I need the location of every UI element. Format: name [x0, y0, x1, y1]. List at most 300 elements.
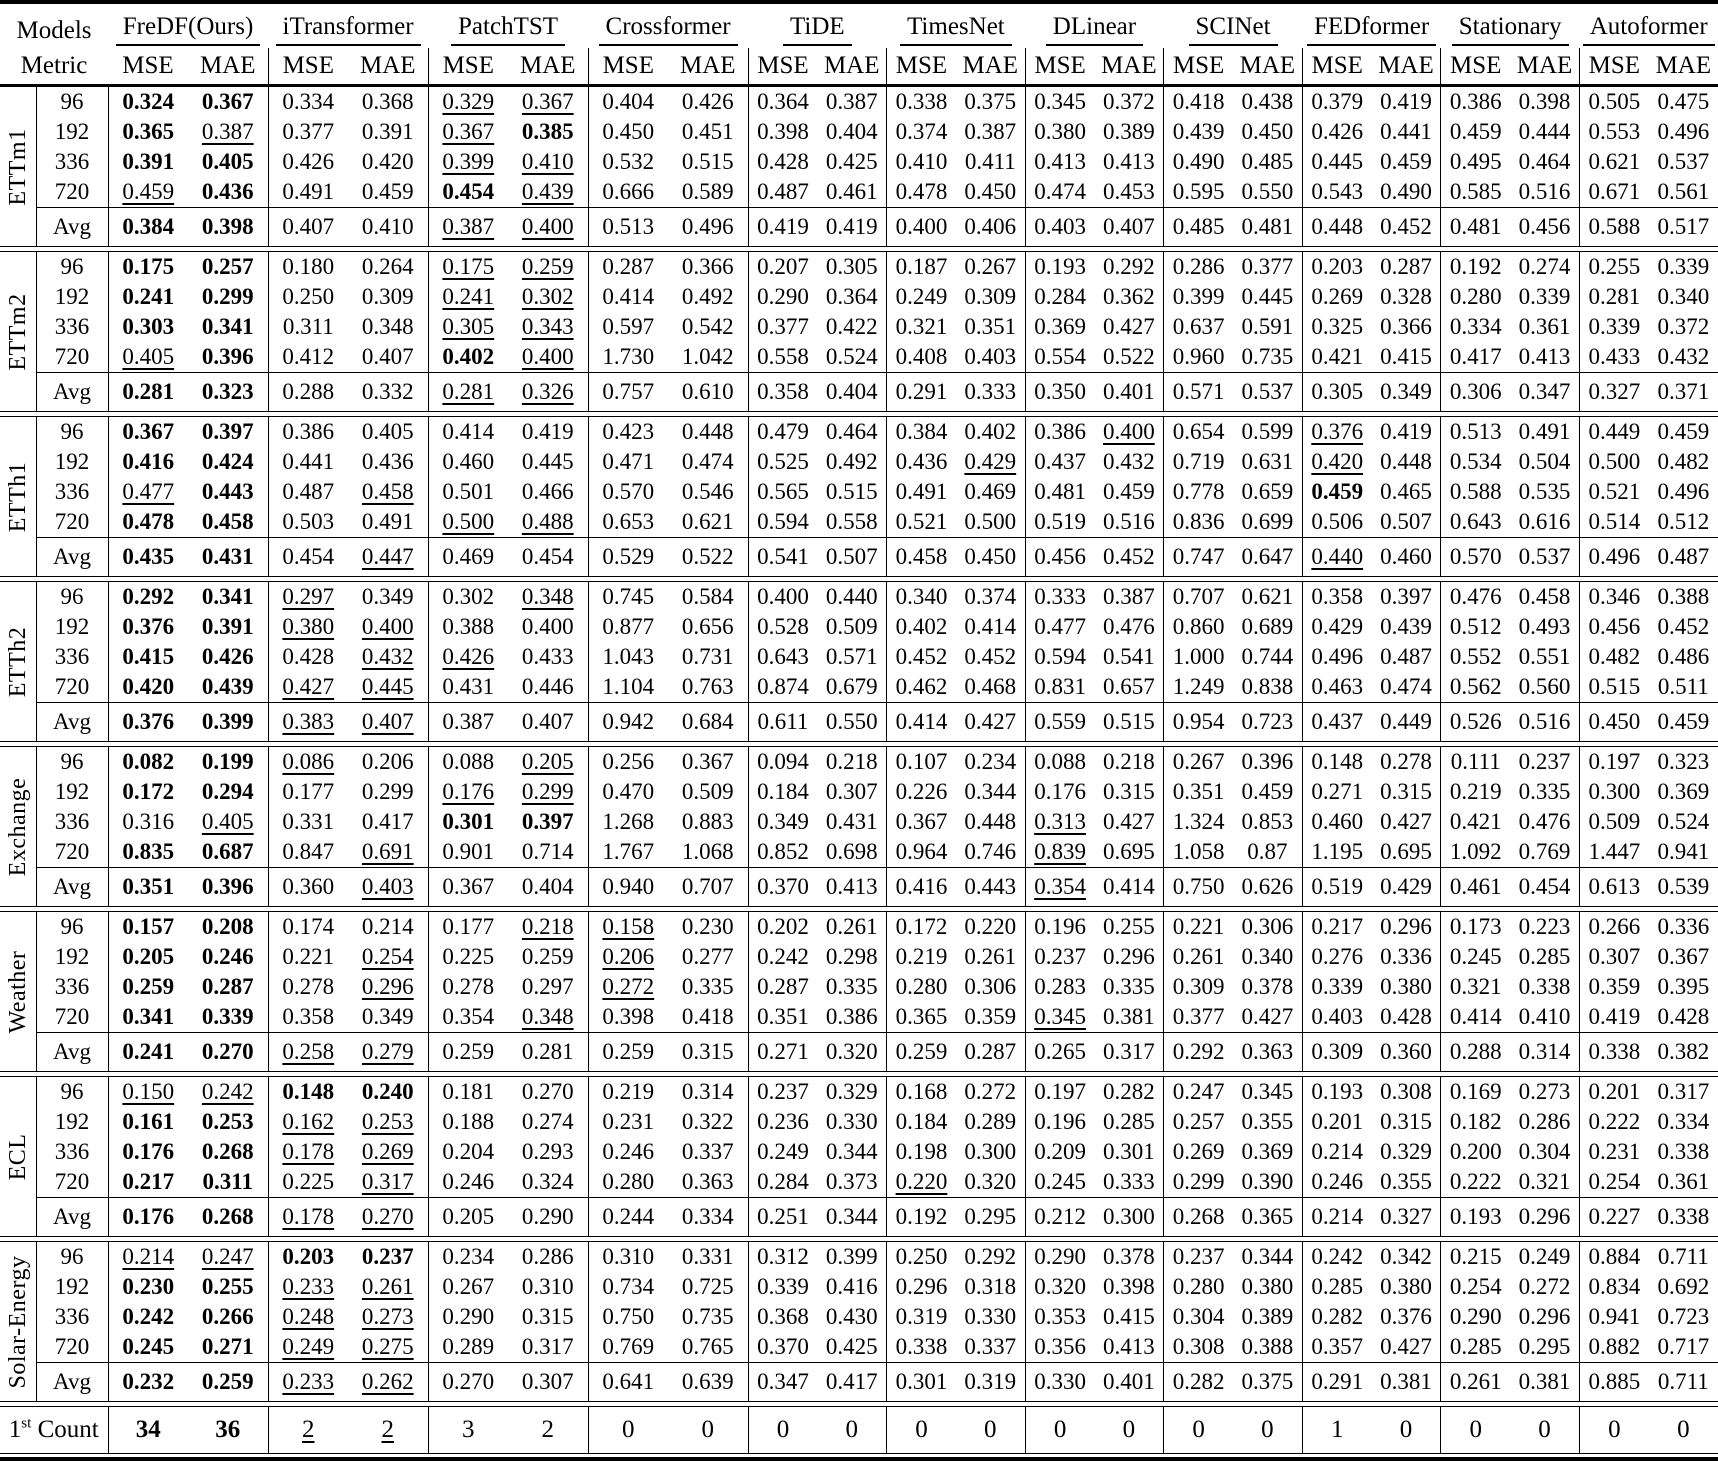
horizon-label: 96	[36, 747, 108, 778]
value-cell: 0.221	[1164, 912, 1233, 943]
value-cell: 0.162	[268, 1107, 348, 1137]
value-cell: 0.653	[588, 507, 668, 538]
value-cell: 0.419	[1380, 419, 1432, 444]
horizon-label: Avg	[36, 373, 108, 412]
value-cell: 0.403	[348, 868, 428, 907]
value-cell: 0.831	[1025, 672, 1094, 703]
value-cell: 0.296	[1102, 944, 1155, 969]
value-cell: 0.316	[108, 807, 188, 837]
value-cell: 0.459	[1657, 419, 1710, 444]
value-cell: 0.291	[887, 373, 956, 412]
value-cell: 0.315	[1380, 1109, 1432, 1134]
value-cell: 0.272	[1518, 1274, 1571, 1299]
value-cell: 0.404	[825, 119, 878, 144]
value-cell: 0.407	[1094, 208, 1163, 247]
count-cell: 2	[541, 1416, 555, 1443]
value-cell: 0.414	[887, 703, 956, 742]
value-cell: 0.281	[108, 373, 188, 412]
value-cell: 0.343	[521, 314, 574, 339]
value-cell: 0.443	[201, 479, 254, 504]
value-cell: 0.237	[1025, 942, 1094, 972]
model-header-fedformer	[1302, 2, 1441, 48]
value-cell: 0.375	[1233, 1363, 1302, 1402]
value-cell: 0.339	[1579, 312, 1648, 342]
row-ettm1-720	[0, 177, 1718, 208]
value-cell: 0.268	[201, 1139, 254, 1164]
model-name: FreDF(Ours)	[116, 13, 261, 46]
value-cell: 0.513	[1441, 417, 1510, 448]
value-cell: 0.299	[1164, 1167, 1233, 1198]
value-cell: 0.447	[348, 538, 428, 577]
value-cell: 0.444	[1518, 119, 1571, 144]
value-cell: 0.500	[964, 509, 1017, 534]
value-cell: 0.410	[521, 149, 574, 174]
dataset-label	[0, 582, 36, 742]
horizon-label: 720	[36, 1002, 108, 1033]
model-header-patchtst	[428, 2, 588, 48]
value-cell: 0.277	[681, 944, 734, 969]
value-cell: 0.259	[521, 254, 574, 279]
value-cell: 0.362	[1102, 284, 1155, 309]
value-cell: 0.695	[1380, 839, 1432, 864]
value-cell: 0.427	[1102, 809, 1155, 834]
value-cell: 0.853	[1241, 809, 1294, 834]
value-cell: 0.410	[1518, 1004, 1571, 1029]
value-cell: 0.631	[1241, 449, 1294, 474]
horizon-label: 96	[36, 252, 108, 283]
value-cell: 0.397	[521, 809, 574, 834]
value-cell: 0.424	[201, 449, 254, 474]
value-cell: 0.515	[825, 479, 878, 504]
value-cell: 0.323	[188, 373, 268, 412]
count-cell: 0	[748, 1407, 817, 1454]
value-cell: 0.387	[428, 703, 508, 742]
value-cell: 0.363	[681, 1169, 734, 1194]
value-cell: 0.403	[964, 344, 1017, 369]
row-ettm1-336	[0, 147, 1718, 177]
value-cell: 0.509	[825, 614, 878, 639]
value-cell: 0.176	[108, 1198, 188, 1237]
value-cell: 0.714	[521, 839, 574, 864]
value-cell: 0.426	[1302, 117, 1371, 147]
value-cell: 0.426	[428, 642, 508, 672]
metric-header-row	[0, 48, 1718, 86]
value-cell: 0.452	[1094, 538, 1163, 577]
value-cell: 0.459	[1649, 703, 1718, 742]
value-cell: 0.219	[887, 942, 956, 972]
value-cell: 0.206	[361, 749, 414, 774]
value-cell: 0.513	[588, 208, 668, 247]
value-cell: 0.459	[1102, 479, 1155, 504]
value-cell: 0.248	[268, 1302, 348, 1332]
value-cell: 0.468	[964, 674, 1017, 699]
value-cell: 0.613	[1579, 868, 1648, 907]
value-cell: 0.172	[108, 777, 188, 807]
value-cell: 0.430	[825, 1304, 878, 1329]
value-cell: 0.445	[1302, 147, 1371, 177]
value-cell: 0.847	[268, 837, 348, 868]
value-cell: 0.723	[1657, 1304, 1710, 1329]
value-cell: 0.852	[748, 837, 817, 868]
value-cell: 0.552	[1441, 642, 1510, 672]
value-cell: 0.570	[1441, 538, 1510, 577]
value-cell: 0.562	[1441, 672, 1510, 703]
value-cell: 0.290	[1025, 1242, 1094, 1273]
value-cell: 0.349	[361, 1004, 414, 1029]
value-cell: 0.763	[681, 674, 734, 699]
value-cell: 0.778	[1164, 477, 1233, 507]
value-cell: 0.287	[748, 972, 817, 1002]
value-cell: 1.042	[681, 344, 734, 369]
value-cell: 0.521	[887, 507, 956, 538]
value-cell: 0.479	[748, 417, 817, 448]
value-cell: 0.459	[1241, 779, 1294, 804]
value-cell: 0.333	[1102, 1169, 1155, 1194]
value-cell: 0.419	[521, 419, 574, 444]
value-cell: 0.370	[748, 868, 817, 907]
value-cell: 0.306	[1241, 914, 1294, 939]
model-name: TimesNet	[900, 13, 1012, 46]
value-cell: 0.284	[1025, 282, 1094, 312]
count-cell: 0	[1122, 1416, 1136, 1443]
value-cell: 0.643	[1441, 507, 1510, 538]
value-cell: 0.217	[108, 1167, 188, 1198]
dataset-label	[0, 86, 36, 247]
value-cell: 0.209	[1025, 1137, 1094, 1167]
value-cell: 0.259	[588, 1033, 668, 1072]
value-cell: 0.382	[1649, 1033, 1718, 1072]
value-cell: 0.399	[1164, 282, 1233, 312]
value-cell: 0.398	[588, 1002, 668, 1033]
value-cell: 0.221	[268, 942, 348, 972]
value-cell: 0.259	[188, 1363, 268, 1402]
value-cell: 0.317	[1657, 1079, 1710, 1104]
value-cell: 0.427	[1380, 1334, 1432, 1359]
value-cell: 0.297	[268, 582, 348, 613]
value-cell: 0.449	[1579, 417, 1648, 448]
value-cell: 0.416	[887, 868, 956, 907]
count-cell: 0	[887, 1407, 956, 1454]
value-cell: 0.340	[887, 582, 956, 613]
horizon-label: Avg	[36, 1198, 108, 1237]
value-cell: 0.940	[588, 868, 668, 907]
value-cell: 0.312	[748, 1242, 817, 1273]
value-cell: 0.745	[588, 582, 668, 613]
value-cell: 1.043	[588, 642, 668, 672]
value-cell: 0.286	[1518, 1109, 1571, 1134]
value-cell: 0.687	[201, 839, 254, 864]
count-cell: 0	[845, 1416, 858, 1443]
value-cell: 0.666	[588, 177, 668, 208]
value-cell: 0.519	[1025, 507, 1094, 538]
horizon-label: 192	[36, 777, 108, 807]
value-cell: 0.315	[1102, 779, 1155, 804]
model-name: SCINet	[1189, 13, 1278, 46]
value-cell: 0.285	[1302, 1272, 1371, 1302]
value-cell: 0.150	[108, 1077, 188, 1108]
value-cell: 0.300	[964, 1139, 1017, 1164]
value-cell: 0.267	[964, 254, 1017, 279]
value-cell: 0.337	[964, 1334, 1017, 1359]
value-cell: 0.290	[1441, 1302, 1510, 1332]
value-cell: 0.440	[1302, 538, 1371, 577]
count-cell: 0	[1399, 1416, 1413, 1443]
value-cell: 0.339	[201, 1004, 254, 1029]
value-cell: 0.281	[508, 1033, 588, 1072]
value-cell: 0.461	[1441, 868, 1510, 907]
value-cell: 0.416	[825, 1274, 878, 1299]
value-cell: 0.405	[201, 809, 254, 834]
metric-header-autoformer-mae: MAE	[1649, 48, 1718, 86]
value-cell: 0.659	[1241, 479, 1294, 504]
value-cell: 0.291	[1302, 1363, 1371, 1402]
value-cell: 0.196	[1025, 912, 1094, 943]
value-cell: 0.245	[108, 1332, 188, 1363]
value-cell: 0.355	[1241, 1109, 1294, 1134]
model-header-scinet	[1164, 2, 1303, 48]
value-cell: 0.689	[1241, 614, 1294, 639]
value-cell: 0.237	[1164, 1242, 1233, 1273]
value-cell: 0.481	[1441, 208, 1510, 247]
value-cell: 0.336	[1657, 914, 1710, 939]
value-cell: 0.345	[1025, 86, 1094, 118]
value-cell: 0.214	[108, 1242, 188, 1273]
value-cell: 0.339	[1302, 972, 1371, 1002]
value-cell: 0.396	[188, 868, 268, 907]
value-cell: 0.443	[956, 868, 1025, 907]
value-cell: 0.512	[1657, 509, 1710, 534]
value-cell: 0.418	[1164, 86, 1233, 118]
value-cell: 0.274	[1518, 254, 1571, 279]
value-cell: 1.249	[1164, 672, 1233, 703]
value-cell: 0.088	[1025, 747, 1094, 778]
row-weather-720	[0, 1002, 1718, 1033]
value-cell: 0.315	[521, 1304, 574, 1329]
value-cell: 0.301	[428, 807, 508, 837]
value-cell: 0.237	[361, 1244, 414, 1269]
value-cell: 0.885	[1579, 1363, 1648, 1402]
value-cell: 0.169	[1441, 1077, 1510, 1108]
value-cell: 0.735	[681, 1304, 734, 1329]
value-cell: 0.174	[268, 912, 348, 943]
value-cell: 0.448	[1302, 208, 1371, 247]
horizon-label: 720	[36, 507, 108, 538]
value-cell: 0.249	[887, 282, 956, 312]
value-cell: 0.420	[108, 672, 188, 703]
count-cell: 0	[1441, 1407, 1510, 1454]
value-cell: 0.280	[1441, 282, 1510, 312]
row-etth2-192	[0, 612, 1718, 642]
value-cell: 0.441	[268, 447, 348, 477]
value-cell: 0.265	[1025, 1033, 1094, 1072]
value-cell: 0.314	[681, 1079, 734, 1104]
value-cell: 0.551	[1518, 644, 1571, 669]
value-cell: 0.401	[1094, 373, 1163, 412]
value-cell: 0.610	[668, 373, 748, 412]
value-cell: 0.289	[428, 1332, 508, 1363]
value-cell: 0.407	[268, 208, 348, 247]
metric-header-dlinear-mae: MAE	[1094, 48, 1163, 86]
value-cell: 0.220	[964, 914, 1017, 939]
value-cell: 0.307	[508, 1363, 588, 1402]
value-cell: 0.954	[1164, 703, 1233, 742]
value-cell: 0.380	[1241, 1274, 1294, 1299]
value-cell: 0.525	[748, 447, 817, 477]
models-header-row	[0, 2, 1718, 48]
value-cell: 0.225	[268, 1167, 348, 1198]
value-cell: 0.338	[1579, 1033, 1648, 1072]
value-cell: 0.452	[964, 644, 1017, 669]
value-cell: 0.204	[428, 1137, 508, 1167]
value-cell: 0.656	[681, 614, 734, 639]
horizon-label: 192	[36, 447, 108, 477]
value-cell: 0.242	[108, 1302, 188, 1332]
value-cell: 0.570	[588, 477, 668, 507]
value-cell: 0.874	[748, 672, 817, 703]
value-cell: 0.197	[1579, 747, 1648, 778]
value-cell: 0.558	[825, 509, 878, 534]
value-cell: 0.180	[268, 252, 348, 283]
row-etth1-avg	[0, 538, 1718, 577]
value-cell: 0.184	[887, 1107, 956, 1137]
value-cell: 0.432	[1657, 344, 1710, 369]
value-cell: 0.419	[748, 208, 817, 247]
value-cell: 0.107	[887, 747, 956, 778]
row-etth2-720	[0, 672, 1718, 703]
model-header-autoformer	[1579, 2, 1718, 48]
value-cell: 0.302	[428, 582, 508, 613]
value-cell: 0.411	[964, 149, 1016, 174]
value-cell: 0.491	[268, 177, 348, 208]
row-ettm2-336	[0, 312, 1718, 342]
value-cell: 0.300	[1094, 1198, 1163, 1237]
value-cell: 0.514	[1579, 507, 1648, 538]
value-cell: 0.323	[1657, 749, 1710, 774]
value-cell: 0.546	[681, 479, 734, 504]
value-cell: 0.454	[268, 538, 348, 577]
value-cell: 0.246	[428, 1167, 508, 1198]
value-cell: 0.278	[268, 972, 348, 1002]
value-cell: 0.481	[1025, 477, 1094, 507]
value-cell: 0.205	[108, 942, 188, 972]
value-cell: 0.725	[681, 1274, 734, 1299]
value-cell: 0.254	[1441, 1272, 1510, 1302]
value-cell: 0.487	[1649, 538, 1718, 577]
value-cell: 0.266	[1579, 912, 1648, 943]
value-cell: 0.272	[964, 1079, 1017, 1104]
value-cell: 0.241	[108, 1033, 188, 1072]
value-cell: 0.474	[1025, 177, 1094, 208]
metric-header-patchtst-mse: MSE	[428, 48, 508, 86]
value-cell: 0.148	[268, 1077, 348, 1108]
value-cell: 0.528	[748, 612, 817, 642]
value-cell: 0.237	[1518, 749, 1571, 774]
value-cell: 0.287	[201, 974, 254, 999]
value-cell: 0.470	[588, 777, 668, 807]
horizon-label: 96	[36, 1242, 108, 1273]
value-cell: 0.200	[1441, 1137, 1510, 1167]
value-cell: 0.158	[588, 912, 668, 943]
value-cell: 0.261	[1164, 942, 1233, 972]
value-cell: 0.711	[1657, 1244, 1709, 1269]
value-cell: 0.437	[1302, 703, 1371, 742]
horizon-label: 336	[36, 312, 108, 342]
value-cell: 0.883	[681, 809, 734, 834]
value-cell: 0.311	[268, 312, 348, 342]
horizon-label: 336	[36, 477, 108, 507]
value-cell: 0.750	[1164, 868, 1233, 907]
value-cell: 0.396	[201, 344, 254, 369]
value-cell: 0.205	[521, 749, 574, 774]
value-cell: 0.306	[1441, 373, 1510, 412]
value-cell: 0.448	[964, 809, 1017, 834]
value-cell: 0.214	[361, 914, 414, 939]
value-cell: 0.231	[1579, 1137, 1648, 1167]
value-cell: 0.282	[1164, 1363, 1233, 1402]
value-cell: 0.255	[1102, 914, 1155, 939]
value-cell: 0.242	[748, 942, 817, 972]
value-cell: 0.413	[1102, 149, 1155, 174]
value-cell: 0.517	[1649, 208, 1718, 247]
value-cell: 1.195	[1302, 837, 1371, 868]
value-cell: 0.256	[588, 747, 668, 778]
value-cell: 0.372	[1102, 89, 1155, 114]
value-cell: 0.320	[964, 1169, 1017, 1194]
value-cell: 0.427	[1102, 314, 1155, 339]
value-cell: 0.230	[108, 1272, 188, 1302]
count-cell: 0	[1579, 1407, 1648, 1454]
value-cell: 0.431	[428, 672, 508, 703]
value-cell: 0.422	[825, 314, 878, 339]
value-cell: 0.334	[1441, 312, 1510, 342]
horizon-label: 96	[36, 912, 108, 943]
value-cell: 0.344	[964, 779, 1017, 804]
value-cell: 0.351	[748, 1002, 817, 1033]
value-cell: 0.289	[964, 1109, 1017, 1134]
value-cell: 0.423	[588, 417, 668, 448]
row-solar-energy-192	[0, 1272, 1718, 1302]
value-cell: 0.684	[668, 703, 748, 742]
horizon-label: 720	[36, 837, 108, 868]
value-cell: 1.104	[588, 672, 668, 703]
value-cell: 0.269	[1164, 1137, 1233, 1167]
row-ecl-720	[0, 1167, 1718, 1198]
value-cell: 0.341	[201, 314, 254, 339]
row-etth1-720	[0, 507, 1718, 538]
value-cell: 0.884	[1579, 1242, 1648, 1273]
value-cell: 0.594	[1025, 642, 1094, 672]
value-cell: 0.351	[1164, 777, 1233, 807]
value-cell: 0.305	[1302, 373, 1371, 412]
value-cell: 0.257	[201, 254, 254, 279]
value-cell: 0.249	[268, 1332, 348, 1363]
value-cell: 0.377	[268, 117, 348, 147]
value-cell: 0.223	[1518, 914, 1571, 939]
horizon-label: 192	[36, 117, 108, 147]
value-cell: 0.199	[201, 749, 254, 774]
value-cell: 0.320	[1025, 1272, 1094, 1302]
value-cell: 0.407	[508, 703, 588, 742]
value-cell: 0.491	[887, 477, 956, 507]
value-cell: 0.465	[1380, 479, 1432, 504]
value-cell: 0.361	[1657, 1169, 1710, 1194]
model-name: iTransformer	[276, 13, 421, 46]
value-cell: 0.383	[268, 703, 348, 742]
value-cell: 0.182	[1441, 1107, 1510, 1137]
value-cell: 0.405	[361, 419, 414, 444]
value-cell: 0.322	[681, 1109, 734, 1134]
dataset-label-text: ECL	[4, 1133, 31, 1180]
